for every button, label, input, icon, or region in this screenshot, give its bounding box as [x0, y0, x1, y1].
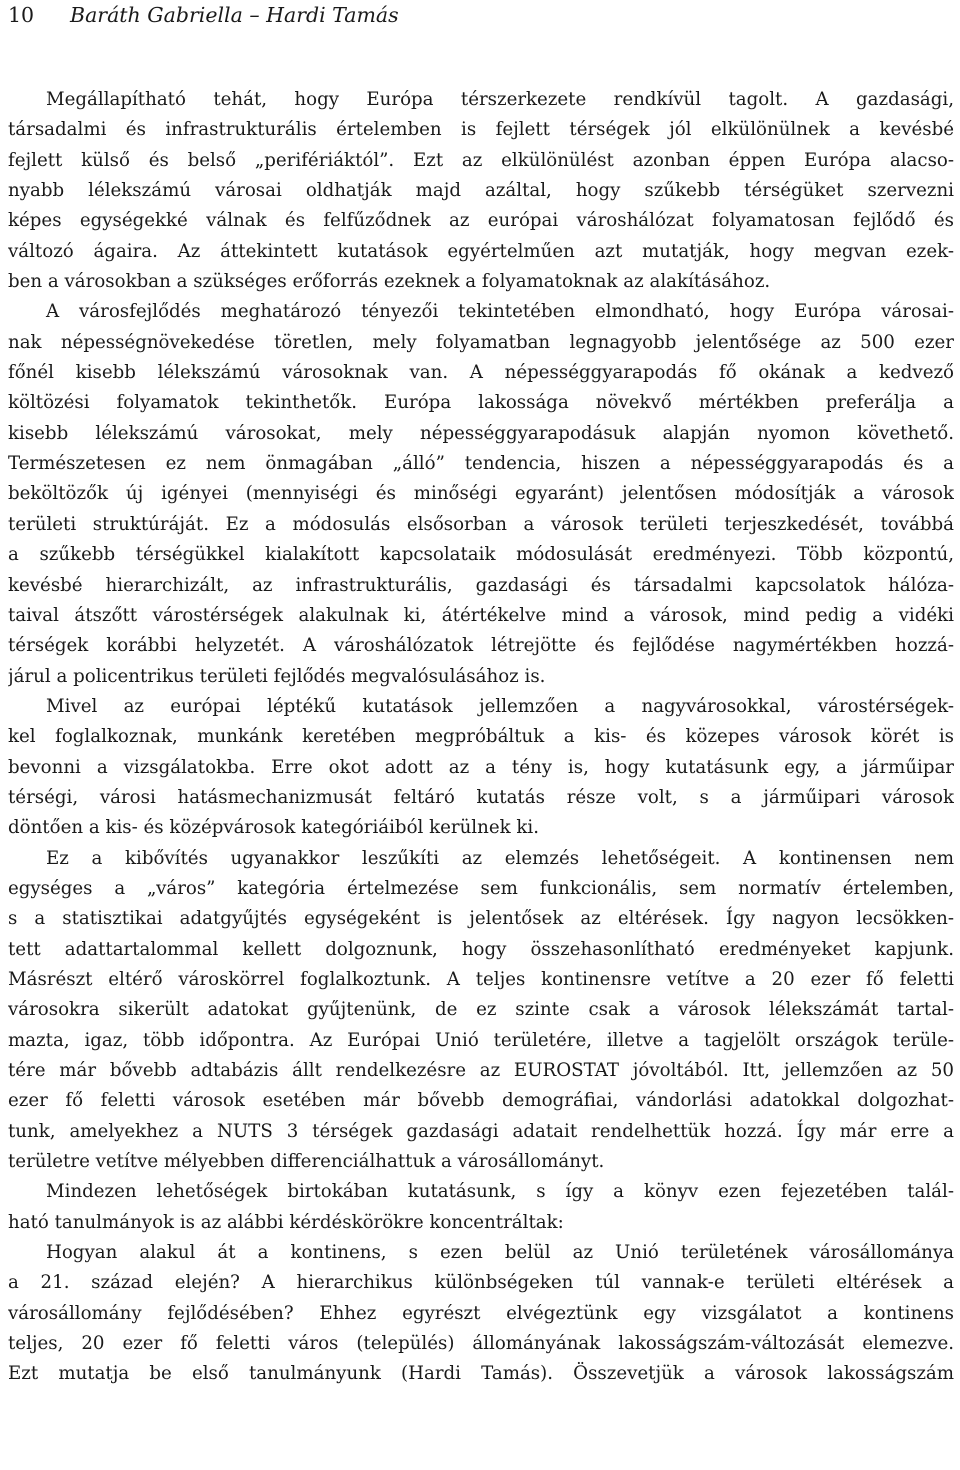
text-line: fejlett külső és belső „perifériáktól”. Ezt az elkülönülést azonban éppen Európa alacso- — [8, 149, 954, 171]
page-number: 10 — [8, 3, 35, 27]
body-text — [8, 85, 954, 1390]
text-line: nak népességnövekedése töretlen, mely folyamatban legnagyobb jelentősége az 500 ezer — [8, 331, 954, 353]
running-head-authors: Baráth Gabriella – Hardi Tamás — [70, 3, 399, 27]
text-line: döntően a kis- és középvárosok kategóriáiból kerülnek ki. — [8, 817, 540, 839]
text-line: térségek korábbi helyzetét. A városhálózatok létrejötte és fejlődése nagymértékben hozzá- — [8, 635, 954, 657]
text-line: s a statisztikai adatgyűjtés egységeként is jelentősek az eltérések. Így nagyon lecsökken- — [8, 908, 954, 930]
text-line: Természetesen ez nem önmagában „álló” tendencia, hiszen a népességgyarapodás és a — [8, 453, 954, 475]
text-line: térségi, városi hatásmechanizmusát feltáró kutatás része volt, s a járműipari városok — [8, 786, 954, 808]
text-line: kevésbé hierarchizált, az infrastrukturális, gazdasági és társadalmi kapcsolatok hálóza- — [8, 574, 954, 596]
text-line: Mindezen lehetőségek birtokában kutatásunk, s így a könyv ezen fejezetében talál- — [46, 1181, 954, 1203]
text-line: bevonni a vizsgálatokba. Erre okot adott az a tény is, hogy kutatásunk egy, a járműipar — [8, 756, 954, 778]
text-line: A városfejlődés meghatározó tényezői tekintetében elmondható, hogy Európa városai- — [46, 301, 954, 323]
text-line: a szűkebb térségükkel kialakított kapcsolataik módosulását eredményezi. Több központú, — [8, 544, 954, 566]
text-line: beköltözők új igényei (mennyiségi és minőségi egyaránt) jelentősen módosítják a városok — [8, 483, 954, 505]
text-line: Hogyan alakul át a kontinens, s ezen belül az Unió területének városállománya — [46, 1242, 954, 1264]
text-line: teljes, 20 ezer fő feletti város (település) állományának lakosságszám-változását elemezve. — [8, 1333, 954, 1355]
text-line: társadalmi és infrastrukturális értelemben is fejlett térségek jól elkülönülnek a kevésbé — [8, 119, 954, 141]
text-line: Másrészt eltérő városkörrel foglalkoztunk. A teljes kontinensre vetítve a 20 ezer fő feletti — [8, 968, 954, 990]
text-line: járul a policentrikus területi fejlődés megvalósulásához is. — [8, 665, 546, 687]
text-line: Ezt mutatja be első tanulmányunk (Hardi Tamás). Összevetjük a városok lakosságszám — [8, 1363, 954, 1385]
text-line: Megállapítható tehát, hogy Európa térszerkezete rendkívül tagolt. A gazdasági, — [46, 89, 954, 110]
text-line: főnél kisebb lélekszámú városoknak van. A népességgyarapodás fő okának a kedvező — [8, 362, 954, 384]
text-line: Ez a kibővítés ugyanakkor leszűkíti az elemzés lehetőségeit. A kontinensen nem — [46, 847, 954, 869]
text-line: ezer fő feletti városok esetében már bővebb demográfiai, vándorlási adatokkal dolgozhat- — [8, 1090, 954, 1112]
text-line: ható tanulmányok is az alábbi kérdéskörökre koncentráltak: — [8, 1211, 564, 1233]
text-line: nyabb lélekszámú városai oldhatják majd azáltal, hogy szűkebb térségüket szervezni — [8, 180, 954, 202]
text-line: mazta, igaz, több időpontra. Az Európai Unió területére, illetve a tagjelölt országok terüle- — [8, 1029, 954, 1051]
text-line: egységes a „város” kategória értelmezése sem funkcionális, sem normatív értelemben, — [8, 877, 954, 899]
text-line: városállomány fejlődésében? Ehhez egyrészt elvégeztünk egy vizsgálatot a kontinens — [8, 1302, 954, 1324]
text-line: tére már bővebb adtabázis állt rendelkezésre az EUROSTAT jóvoltából. Itt, jellemzően az 50 — [8, 1060, 954, 1081]
text-line: területi struktúráját. Ez a módosulás elsősorban a városok területi terjeszkedését, továbbá — [8, 513, 954, 535]
text-line: kisebb lélekszámú városokat, mely népességgyarapodásuk alapján nyomon követhető. — [8, 422, 954, 444]
text-line: városokra sikerült adatokat gyűjtenünk, de ez szinte csak a városok lélekszámát tartal- — [8, 999, 954, 1021]
text-line: Mivel az európai léptékű kutatások jellemzően a nagyvárosokkal, várostérségek- — [46, 695, 954, 717]
text-line: képes egységekké válnak és felfűződnek az európai városhálózat folyamatosan fejlődő és — [8, 210, 954, 232]
text-line: változó ágaira. Az áttekintett kutatások egyértelműen azt mutatják, hogy megvan ezek- — [8, 240, 954, 262]
document-page — [8, 0, 954, 1470]
running-head — [8, 2, 399, 28]
text-line: ben a városokban a szükséges erőforrás ezeknek a folyamatoknak az alakításához. — [8, 271, 771, 293]
text-line: tett adattartalommal kellett dolgoznunk, hogy összehasonlítható eredményeket kapjunk. — [8, 938, 954, 960]
text-line: tunk, amelyekhez a NUTS 3 térségek gazdasági adatait rendelhettük hozzá. Így már erre a — [8, 1120, 954, 1142]
text-line: taival átszőtt várostérségek alakulnak ki, átértékelve mind a városok, mind pedig a vidéki — [8, 604, 954, 626]
text-line: költözési folyamatok tekinthetők. Európa lakossága növekvő mértékben preferálja a — [8, 392, 954, 414]
text-line: területre vetítve mélyebben differenciálhattuk a városállományt. — [8, 1151, 605, 1173]
text-line: kel foglalkoznak, munkánk keretében megpróbáltuk a kis- és közepes városok körét is — [8, 726, 954, 748]
text-line: a 21. század elején? A hierarchikus különbségeken túl vannak-e területi eltérések a — [8, 1272, 954, 1294]
